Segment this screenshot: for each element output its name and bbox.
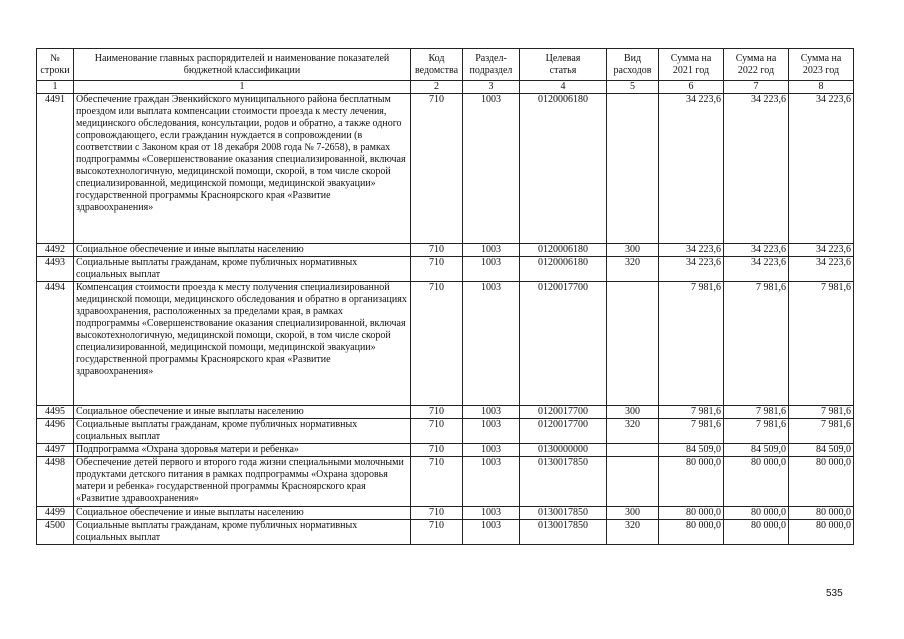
- row-department-code: 710: [411, 406, 463, 419]
- header-sum-2023: Сумма на 2023 год: [789, 49, 854, 81]
- table-row: [37, 406, 854, 419]
- row-section: 1003: [463, 444, 520, 457]
- row-target-item: 0120017700: [520, 419, 607, 444]
- column-number: 5: [607, 81, 659, 94]
- column-number: 1: [74, 81, 411, 94]
- row-sum-2021: 7 981,6: [659, 406, 724, 419]
- row-number: 4494: [37, 282, 74, 406]
- table-body: [37, 94, 854, 545]
- row-sum-2022: 84 509,0: [724, 444, 789, 457]
- row-sum-2023: 7 981,6: [789, 406, 854, 419]
- row-expense-kind: 320: [607, 419, 659, 444]
- row-name: Социальные выплаты гражданам, кроме публичных нормативных социальных выплат: [74, 419, 411, 444]
- table-row: [37, 94, 854, 244]
- row-sum-2023: 7 981,6: [789, 419, 854, 444]
- row-department-code: 710: [411, 282, 463, 406]
- row-expense-kind: 320: [607, 257, 659, 282]
- budget-table: [36, 48, 854, 545]
- row-sum-2022: 7 981,6: [724, 406, 789, 419]
- row-number: 4492: [37, 244, 74, 257]
- header-name: Наименование главных распорядителей и наименование показателей бюджетной классификации: [74, 49, 411, 81]
- row-sum-2021: 80 000,0: [659, 507, 724, 520]
- row-target-item: 0120006180: [520, 257, 607, 282]
- row-number: 4500: [37, 520, 74, 545]
- table-row: [37, 282, 854, 406]
- row-expense-kind: [607, 457, 659, 507]
- row-sum-2021: 34 223,6: [659, 94, 724, 244]
- row-section: 1003: [463, 419, 520, 444]
- row-section: 1003: [463, 520, 520, 545]
- row-sum-2023: 84 509,0: [789, 444, 854, 457]
- row-sum-2023: 80 000,0: [789, 520, 854, 545]
- row-sum-2022: 7 981,6: [724, 282, 789, 406]
- header-department-code: Код ведомства: [411, 49, 463, 81]
- column-number: 7: [724, 81, 789, 94]
- row-section: 1003: [463, 457, 520, 507]
- row-department-code: 710: [411, 257, 463, 282]
- table-row: [37, 520, 854, 545]
- row-sum-2023: 34 223,6: [789, 94, 854, 244]
- table-row: [37, 444, 854, 457]
- table-row: [37, 244, 854, 257]
- row-sum-2021: 34 223,6: [659, 257, 724, 282]
- row-sum-2023: 80 000,0: [789, 457, 854, 507]
- column-number: 4: [520, 81, 607, 94]
- row-department-code: 710: [411, 94, 463, 244]
- row-number: 4498: [37, 457, 74, 507]
- row-section: 1003: [463, 244, 520, 257]
- row-number: 4496: [37, 419, 74, 444]
- header-row: [37, 49, 854, 81]
- row-sum-2021: 80 000,0: [659, 520, 724, 545]
- column-number: 8: [789, 81, 854, 94]
- row-department-code: 710: [411, 419, 463, 444]
- row-sum-2022: 80 000,0: [724, 457, 789, 507]
- table-row: [37, 457, 854, 507]
- row-sum-2021: 84 509,0: [659, 444, 724, 457]
- row-sum-2023: 34 223,6: [789, 244, 854, 257]
- table-row: [37, 419, 854, 444]
- row-sum-2021: 34 223,6: [659, 244, 724, 257]
- row-target-item: 0130000000: [520, 444, 607, 457]
- row-sum-2022: 80 000,0: [724, 520, 789, 545]
- header-section: Раздел- подраздел: [463, 49, 520, 81]
- row-target-item: 0130017850: [520, 457, 607, 507]
- row-sum-2023: 80 000,0: [789, 507, 854, 520]
- row-name: Подпрограмма «Охрана здоровья матери и ребенка»: [74, 444, 411, 457]
- row-department-code: 710: [411, 444, 463, 457]
- row-name: Обеспечение граждан Эвенкийского муниципального района бесплатным проездом или выплата компенсации стоимости проезда к месту лечения, медицинского обследования, консультации, родов и обратно, а также одного сопровождающего, если гражданин нуждается в сопровождении (в соответствии с Законом края от 18 декабря 2008 года № 7-2658), в рамках подпрограммы «Совершенствование оказания специализированной, включая высокотехнологичную, медицинской помощи, скорой, в том числе скорой специализированной, медицинской помощи, медицинской эвакуации» государственной программы Красноярского края «Развитие здравоохранения»: [74, 94, 411, 244]
- row-target-item: 0120017700: [520, 282, 607, 406]
- row-sum-2021: 7 981,6: [659, 419, 724, 444]
- row-number: 4493: [37, 257, 74, 282]
- row-sum-2021: 7 981,6: [659, 282, 724, 406]
- row-expense-kind: [607, 94, 659, 244]
- row-sum-2022: 80 000,0: [724, 507, 789, 520]
- row-number: 4495: [37, 406, 74, 419]
- page-number: 535: [826, 588, 843, 599]
- row-name: Социальное обеспечение и иные выплаты населению: [74, 244, 411, 257]
- row-expense-kind: [607, 282, 659, 406]
- row-sum-2021: 80 000,0: [659, 457, 724, 507]
- row-number: 4491: [37, 94, 74, 244]
- table-row: [37, 257, 854, 282]
- row-department-code: 710: [411, 520, 463, 545]
- row-sum-2022: 34 223,6: [724, 94, 789, 244]
- row-target-item: 0120006180: [520, 94, 607, 244]
- header-expense-kind: Вид расходов: [607, 49, 659, 81]
- header-sum-2022: Сумма на 2022 год: [724, 49, 789, 81]
- column-number: 1: [37, 81, 74, 94]
- header-sum-2021: Сумма на 2021 год: [659, 49, 724, 81]
- column-number-row: [37, 81, 854, 94]
- row-sum-2023: 34 223,6: [789, 257, 854, 282]
- row-department-code: 710: [411, 244, 463, 257]
- row-name: Социальное обеспечение и иные выплаты населению: [74, 406, 411, 419]
- header-row-number: № строки: [37, 49, 74, 81]
- row-expense-kind: 300: [607, 507, 659, 520]
- row-number: 4497: [37, 444, 74, 457]
- row-target-item: 0130017850: [520, 507, 607, 520]
- row-sum-2022: 34 223,6: [724, 244, 789, 257]
- column-number: 2: [411, 81, 463, 94]
- row-target-item: 0130017850: [520, 520, 607, 545]
- row-sum-2022: 34 223,6: [724, 257, 789, 282]
- row-section: 1003: [463, 282, 520, 406]
- row-name: Компенсация стоимости проезда к месту получения специализированной медицинской помощи, медицинского обследования и обратно в организациях здравоохранения, расположенных за пределами края, в рамках подпрограммы «Совершенствование оказания специализированной, включая высокотехнологичную, медицинской помощи, скорой, в том числе скорой специализированной, медицинской помощи, медицинской эвакуации» государственной программы Красноярского края «Развитие здравоохранения»: [74, 282, 411, 406]
- header-target-item: Целевая статья: [520, 49, 607, 81]
- row-sum-2023: 7 981,6: [789, 282, 854, 406]
- row-target-item: 0120006180: [520, 244, 607, 257]
- row-name: Обеспечение детей первого и второго года жизни специальными молочными продуктами детского питания в рамках подпрограммы «Охрана здоровья матери и ребенка» государственной программы Красноярского края «Развитие здравоохранения»: [74, 457, 411, 507]
- row-department-code: 710: [411, 507, 463, 520]
- row-section: 1003: [463, 94, 520, 244]
- row-sum-2022: 7 981,6: [724, 419, 789, 444]
- row-name: Социальное обеспечение и иные выплаты населению: [74, 507, 411, 520]
- column-number: 3: [463, 81, 520, 94]
- row-number: 4499: [37, 507, 74, 520]
- table-header: [37, 49, 854, 94]
- column-number: 6: [659, 81, 724, 94]
- row-expense-kind: [607, 444, 659, 457]
- table-row: [37, 507, 854, 520]
- row-department-code: 710: [411, 457, 463, 507]
- row-expense-kind: 300: [607, 406, 659, 419]
- row-target-item: 0120017700: [520, 406, 607, 419]
- row-section: 1003: [463, 257, 520, 282]
- row-expense-kind: 300: [607, 244, 659, 257]
- row-name: Социальные выплаты гражданам, кроме публичных нормативных социальных выплат: [74, 257, 411, 282]
- row-expense-kind: 320: [607, 520, 659, 545]
- row-section: 1003: [463, 406, 520, 419]
- row-section: 1003: [463, 507, 520, 520]
- row-name: Социальные выплаты гражданам, кроме публичных нормативных социальных выплат: [74, 520, 411, 545]
